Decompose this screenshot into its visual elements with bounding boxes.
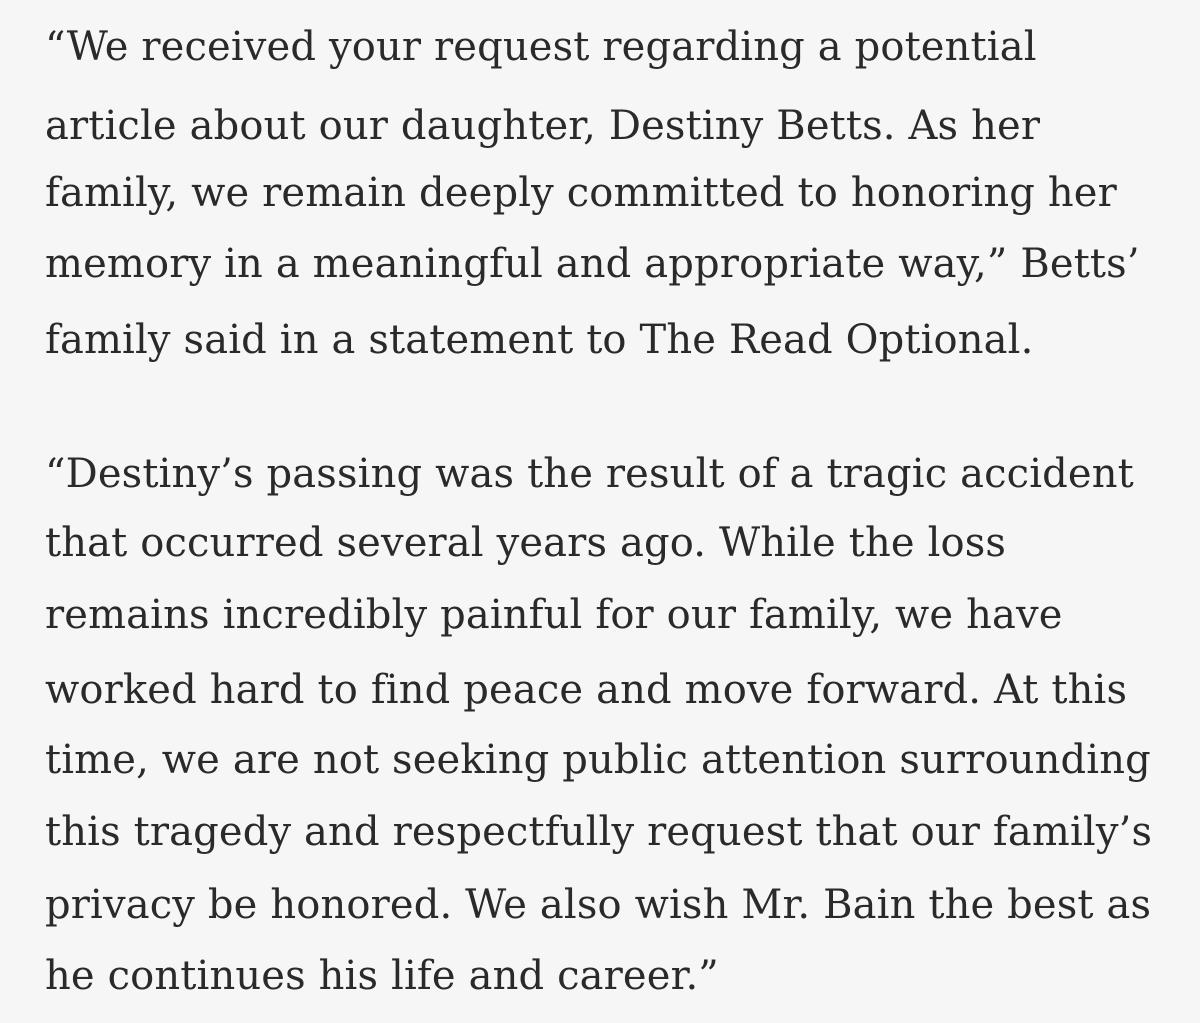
paragraph-line: “We received your request regarding a potential <box>45 24 1037 70</box>
paragraph-line: this tragedy and respectfully request that our family’s <box>45 809 1153 855</box>
paragraph-line: “Destiny’s passing was the result of a tragic accident <box>45 451 1134 497</box>
paragraph-line: that occurred several years ago. While the loss <box>45 520 1007 566</box>
paragraph-line: remains incredibly painful for our family, we have <box>45 592 1063 638</box>
paragraph-line: family said in a statement to The Read Optional. <box>45 317 1034 363</box>
paragraph-line: he continues his life and career.” <box>45 953 719 999</box>
paragraph-line: time, we are not seeking public attention surrounding <box>45 737 1151 783</box>
paragraph-line: family, we remain deeply committed to honoring her <box>45 170 1117 216</box>
paragraph-line: privacy be honored. We also wish Mr. Bain the best as <box>45 882 1152 928</box>
paragraph-line: memory in a meaningful and appropriate way,” Betts’ <box>45 241 1140 287</box>
paragraph-line: article about our daughter, Destiny Betts. As her <box>45 103 1041 149</box>
paragraph-line: worked hard to find peace and move forward. At this <box>45 667 1128 713</box>
